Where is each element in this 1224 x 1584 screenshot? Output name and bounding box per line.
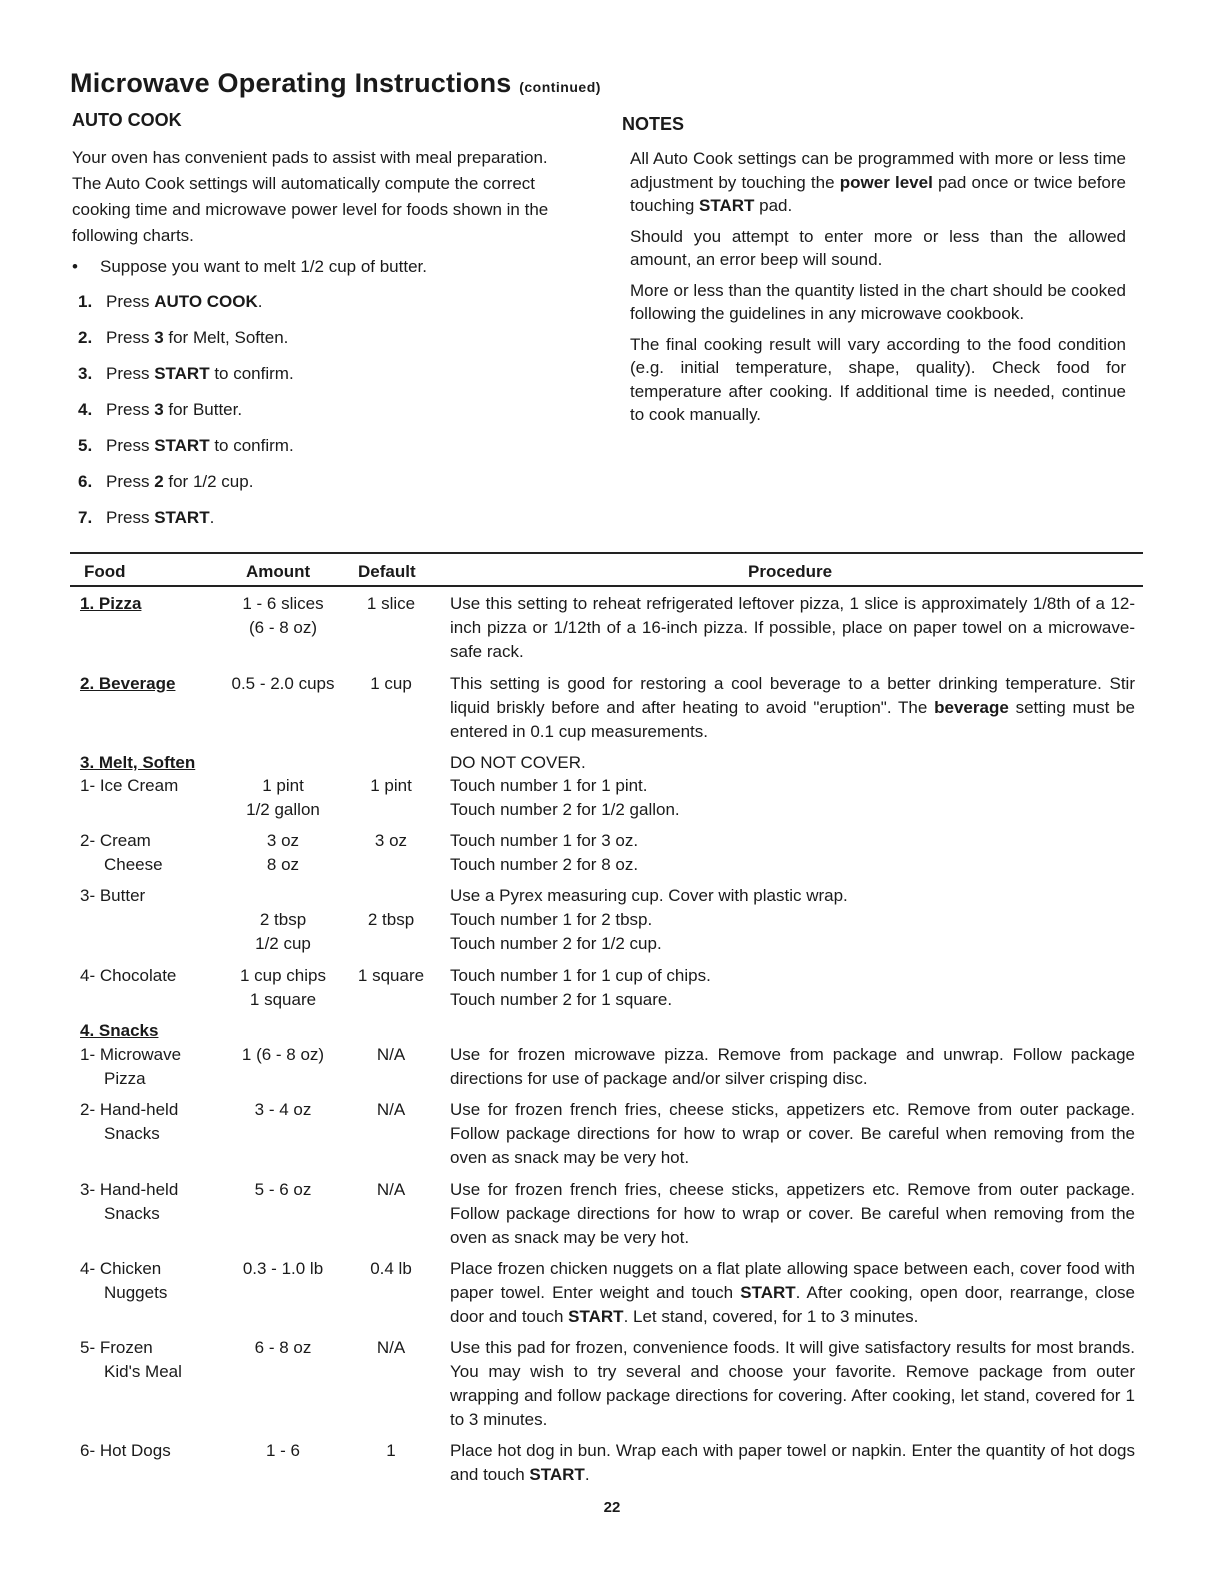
procedure: Touch number 1 for 1 cup of chips. Touch number 2 for 1 square.	[450, 966, 711, 1009]
procedure: DO NOT COVER.	[450, 753, 586, 772]
step-item: 7. Press START.	[78, 508, 215, 527]
food-name: 1- Microwave Pizza	[80, 1045, 182, 1088]
procedure: Use for frozen french fries, cheese sticks, appetizers etc. Remove from outer package. Follow package directions for how to wrap or cover. Be careful when removing from the oven as snack may be very hot.	[450, 1180, 1135, 1247]
step-item: 4. Press 3 for Butter.	[78, 400, 243, 419]
food-name: 2. Beverage	[80, 674, 176, 693]
procedure: Use for frozen french fries, cheese sticks, appetizers etc. Remove from outer package. Follow package directions for how to wrap or cover. Be careful when removing from the oven as snack may be very hot.	[450, 1100, 1135, 1167]
bullet-text: Suppose you want to melt 1/2 cup of butter.	[100, 257, 427, 276]
default: 0.4 lb	[370, 1259, 412, 1278]
default: 1 slice	[366, 594, 416, 613]
default: 1 pint	[370, 776, 412, 795]
table-top-rule	[70, 552, 1143, 554]
procedure: Place frozen chicken nuggets on a flat plate allowing space between each, cover food with paper towel. Enter weight and touch START. After cooking, open door, rearrange, close door and touch START. Let stand, covered, for 1 to 3 minutes.	[450, 1259, 1136, 1326]
notes-section	[630, 147, 1126, 434]
page-title-text: Microwave Operating Instructions	[70, 68, 512, 98]
amount: 3 - 4 oz	[254, 1100, 312, 1119]
procedure: Use for frozen microwave pizza. Remove from package and unwrap. Follow package directions for use of package and/or silver crisping disc.	[450, 1045, 1135, 1088]
food-name: 5- Frozen Kid's Meal	[80, 1338, 182, 1381]
amount: 1 - 6 slices (6 - 8 oz)	[242, 594, 324, 637]
default: 1	[386, 1441, 396, 1460]
food-name: 2- Hand-held Snacks	[80, 1100, 179, 1143]
col-header-amount: Amount	[246, 562, 311, 581]
procedure: Place hot dog in bun. Wrap each with paper towel or napkin. Enter the quantity of hot dogs and touch START.	[450, 1441, 1135, 1484]
amount: 5 - 6 oz	[254, 1180, 312, 1199]
amount: 3 oz 8 oz	[266, 831, 300, 874]
default: N/A	[376, 1100, 406, 1119]
procedure: Use this setting to reheat refrigerated leftover pizza, 1 slice is approximately 1/8th of a 12-inch pizza or 1/12th of a 16-inch pizza. If possible, place on paper towel on a microwave-safe rack.	[450, 594, 1135, 661]
food-name: 4- Chicken Nuggets	[80, 1259, 168, 1302]
amount: 2 tbsp 1/2 cup	[255, 910, 311, 953]
food-name: 3- Hand-held Snacks	[80, 1180, 179, 1223]
procedure: Touch number 1 for 2 tbsp. Touch number 2 for 1/2 cup.	[450, 910, 662, 953]
amount: 6 - 8 oz	[254, 1338, 312, 1357]
col-header-default: Default	[358, 562, 416, 581]
food-name: 2- Cream Cheese	[80, 831, 163, 874]
note-paragraph: Should you attempt to enter more or less than the allowed amount, an error beep will sound.	[630, 226, 1126, 269]
note-paragraph: More or less than the quantity listed in the chart should be cooked following the guidelines in any microwave cookbook.	[630, 280, 1126, 323]
step-item: 6. Press 2 for 1/2 cup.	[78, 472, 254, 491]
food-name: 1. Pizza	[80, 594, 142, 613]
procedure: Touch number 1 for 1 pint. Touch number 2 for 1/2 gallon.	[450, 776, 680, 819]
default: 1 square	[357, 966, 425, 985]
continued-label: (continued)	[519, 79, 601, 95]
food-name: 1- Ice Cream	[80, 776, 179, 795]
food-category: 4. Snacks	[80, 1021, 159, 1040]
col-header-food: Food	[84, 562, 126, 581]
procedure: Use this pad for frozen, convenience foods. It will give satisfactory results for most brands. You may wish to try several and choose your favorite. Remove package from outer wrapping and follow package directions for covering. After cooking, let stand, covered for 1 to 3 minutes.	[450, 1338, 1135, 1429]
procedure: Use a Pyrex measuring cup. Cover with plastic wrap.	[450, 886, 848, 905]
amount: 1 - 6	[265, 1441, 301, 1460]
step-item: 2. Press 3 for Melt, Soften.	[78, 328, 289, 347]
food-category: 3. Melt, Soften	[80, 753, 196, 772]
auto-cook-intro: Your oven has convenient pads to assist with meal preparation. The Auto Cook settings will automatically compute the correct cooking time and microwave power level for foods shown in the following charts.	[72, 148, 549, 245]
default: N/A	[376, 1045, 406, 1064]
default: 2 tbsp	[367, 910, 415, 929]
table-header-rule	[70, 585, 1143, 587]
procedure: Touch number 1 for 3 oz. Touch number 2 for 8 oz.	[450, 831, 639, 874]
amount: 0.5 - 2.0 cups	[231, 674, 335, 693]
procedure: This setting is good for restoring a cool beverage to a better drinking temperature. Stir liquid briskly before and after heating to avoid "eruption". The beverage setting must be entered in 0.1 cup measurements.	[450, 674, 1135, 741]
default: 1 cup	[370, 674, 412, 693]
col-header-procedure: Procedure	[748, 562, 833, 581]
note-paragraph: All Auto Cook settings can be programmed with more or less time adjustment by touching the power level pad once or twice before touching START pad.	[630, 149, 1126, 215]
notes-heading: NOTES	[622, 114, 685, 134]
auto-cook-bullet	[72, 255, 562, 279]
step-item: 1. Press AUTO COOK.	[78, 292, 263, 311]
page-number: 22	[603, 1499, 621, 1516]
default: 3 oz	[374, 831, 408, 850]
auto-cook-heading: AUTO COOK	[72, 110, 182, 130]
page-title	[70, 66, 601, 104]
auto-cook-section	[72, 145, 562, 531]
amount: 1 (6 - 8 oz)	[241, 1045, 325, 1064]
step-list	[72, 289, 562, 531]
amount: 1 pint 1/2 gallon	[246, 776, 320, 819]
food-name: 3- Butter	[80, 886, 146, 905]
step-item: 3. Press START to confirm.	[78, 364, 294, 383]
default: N/A	[376, 1338, 406, 1357]
bullet-dot: •	[72, 257, 78, 276]
default: N/A	[376, 1180, 406, 1199]
step-item: 5. Press START to confirm.	[78, 436, 294, 455]
amount: 0.3 - 1.0 lb	[242, 1259, 324, 1278]
amount: 1 cup chips 1 square	[240, 966, 326, 1009]
food-name: 4- Chocolate	[80, 966, 177, 985]
note-paragraph: The final cooking result will vary according to the food condition (e.g. initial temperature, shape, quality). Check food for temperature after cooking. If additional time is needed, continue to cook manually.	[630, 334, 1126, 424]
food-name: 6- Hot Dogs	[80, 1441, 171, 1460]
